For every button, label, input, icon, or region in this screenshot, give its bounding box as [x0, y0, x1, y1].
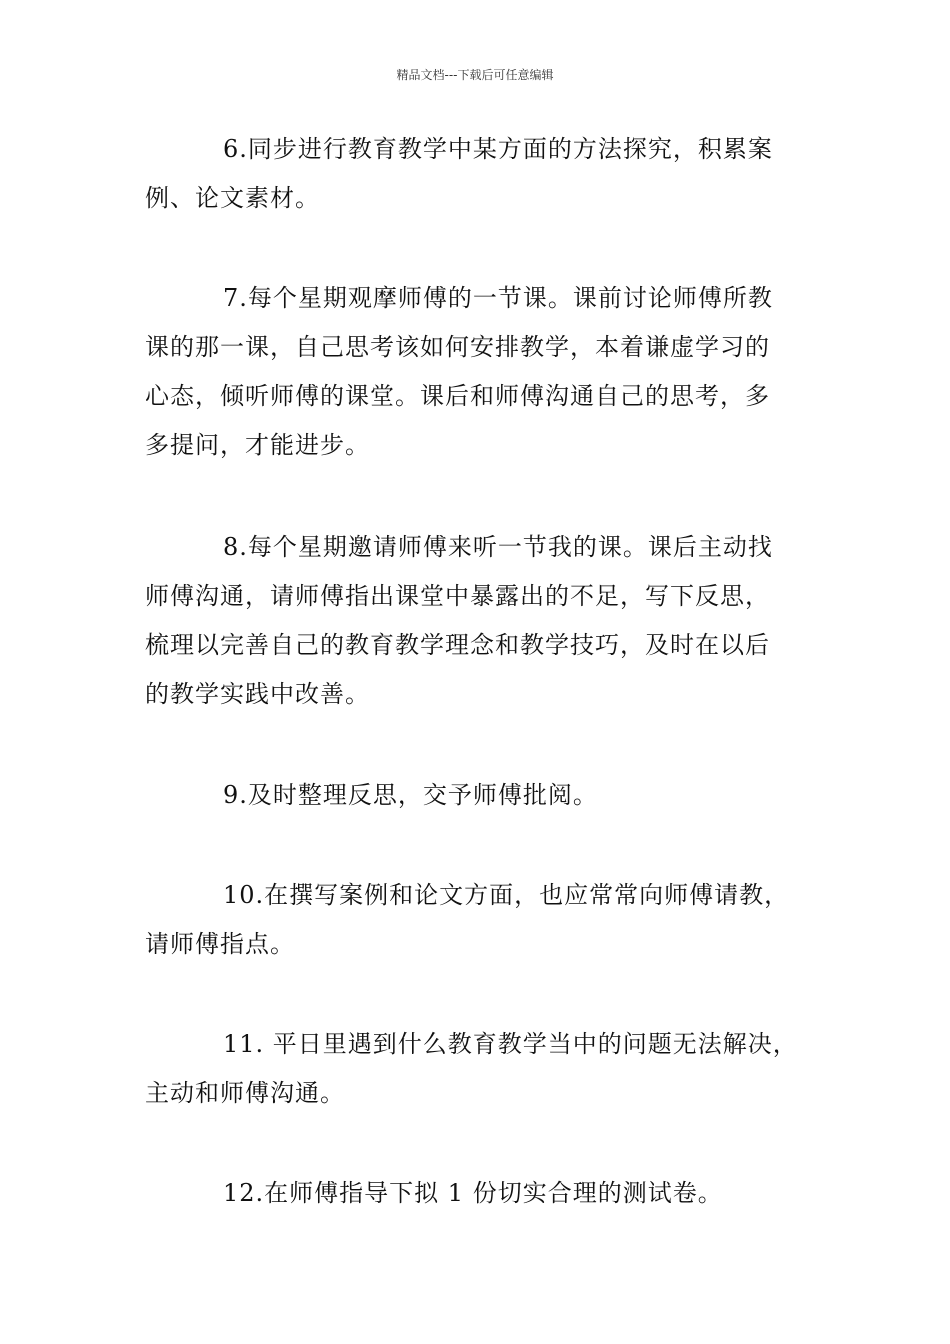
paragraph-line: 7.每个星期观摩师傅的一节课。课前讨论师傅所教	[223, 284, 773, 312]
paragraph-12	[145, 1169, 723, 1218]
paragraph-line: 心态，倾听师傅的课堂。课后和师傅沟通自己的思考，多	[145, 382, 770, 410]
paragraph-7	[145, 274, 773, 470]
paragraph-9	[145, 771, 598, 820]
paragraph-line: 例、论文素材。	[145, 184, 320, 212]
paragraph-line: 主动和师傅沟通。	[145, 1079, 345, 1107]
paragraph-line: 6.同步进行教育教学中某方面的方法探究，积累案	[223, 135, 773, 163]
paragraph-line: 的教学实践中改善。	[145, 680, 370, 708]
paragraph-line: 课的那一课，自己思考该如何安排教学，本着谦虚学习的	[145, 333, 770, 361]
paragraph-line: 9.及时整理反思，交予师傅批阅。	[223, 781, 598, 809]
paragraph-8	[145, 523, 773, 719]
paragraph-line: 多提问，才能进步。	[145, 431, 370, 459]
paragraph-10	[145, 871, 789, 969]
paragraph-line: 10.在撰写案例和论文方面，也应常常向师傅请教，	[223, 881, 790, 909]
paragraph-line: 12.在师傅指导下拟 1 份切实合理的测试卷。	[223, 1179, 723, 1207]
paragraph-line: 梳理以完善自己的教育教学理念和教学技巧，及时在以后	[145, 631, 770, 659]
paragraph-line: 师傅沟通，请师傅指出课堂中暴露出的不足，写下反思，	[145, 582, 770, 610]
page-header: 精品文档---下载后可任意编辑	[396, 68, 554, 82]
paragraph-line: 请师傅指点。	[145, 930, 295, 958]
paragraph-11	[145, 1020, 798, 1118]
paragraph-6	[145, 125, 773, 223]
paragraph-line: 11. 平日里遇到什么教育教学当中的问题无法解决，	[223, 1030, 798, 1058]
paragraph-line: 8.每个星期邀请师傅来听一节我的课。课后主动找	[223, 533, 773, 561]
